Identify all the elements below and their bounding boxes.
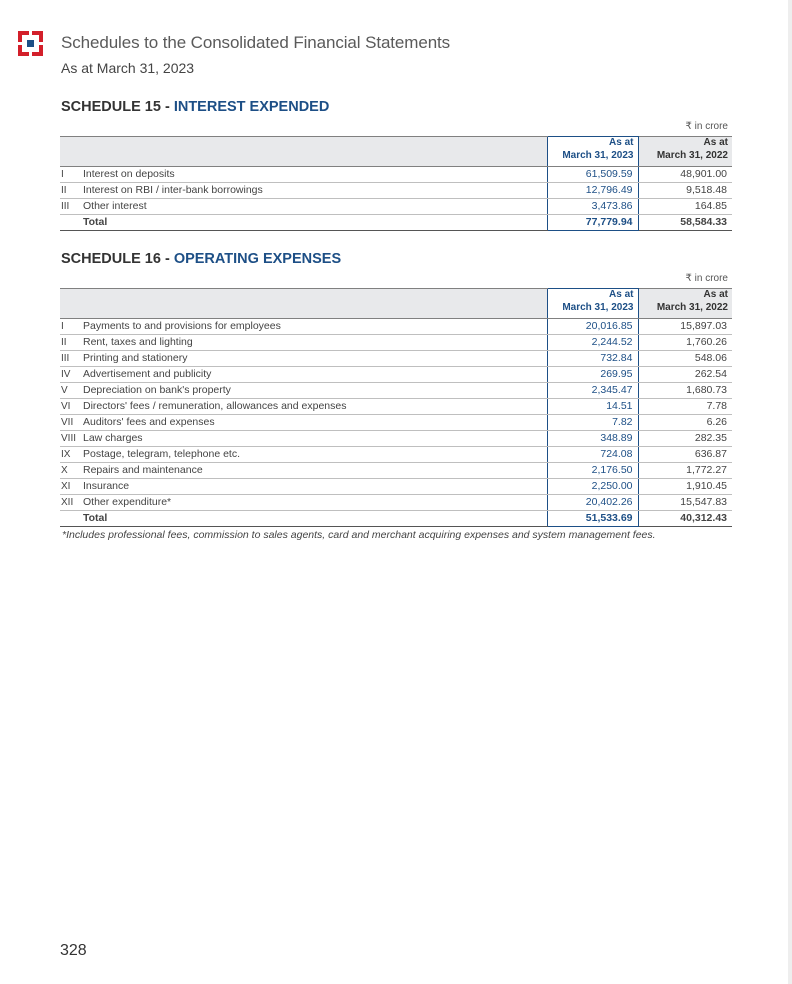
value-current-year: 732.84 — [547, 351, 638, 367]
schedule-16-title-accent: OPERATING EXPENSES — [173, 251, 342, 267]
table-row — [60, 335, 732, 351]
total-current-year: 51,533.69 — [547, 511, 638, 527]
row-label: Interest on RBI / inter-bank borrowings — [83, 183, 547, 199]
header-current-year — [547, 137, 638, 167]
header-current-l1: As at — [609, 137, 634, 148]
row-number: II — [60, 335, 83, 351]
schedule-15-title-accent: INTEREST EXPENDED — [173, 99, 330, 115]
table-row — [60, 415, 732, 431]
schedule-16-title-prefix: SCHEDULE 16 - — [61, 251, 174, 267]
table-header — [60, 137, 732, 167]
row-label: Payments to and provisions for employees — [83, 319, 547, 335]
value-current-year: 61,509.59 — [547, 167, 638, 183]
header-blank-num — [60, 289, 83, 319]
row-label: Law charges — [83, 431, 547, 447]
value-previous-year: 1,910.45 — [638, 479, 732, 495]
table-row — [60, 383, 732, 399]
value-current-year: 7.82 — [547, 415, 638, 431]
value-previous-year: 1,680.73 — [638, 383, 732, 399]
total-label: Total — [83, 215, 547, 231]
total-num-blank — [60, 215, 83, 231]
total-row — [60, 215, 732, 231]
value-previous-year: 636.87 — [638, 447, 732, 463]
row-number: IX — [60, 447, 83, 463]
value-previous-year: 1,772.27 — [638, 463, 732, 479]
table-row — [60, 199, 732, 215]
table-row — [60, 319, 732, 335]
table-row — [60, 351, 732, 367]
value-previous-year: 15,547.83 — [638, 495, 732, 511]
header-previous-l1: As at — [703, 137, 728, 148]
schedule-16-title — [61, 251, 341, 267]
header-previous-l1: As at — [703, 289, 728, 300]
value-current-year: 3,473.86 — [547, 199, 638, 215]
row-number: X — [60, 463, 83, 479]
row-number: IV — [60, 367, 83, 383]
value-current-year: 2,176.50 — [547, 463, 638, 479]
bank-logo — [18, 31, 43, 56]
row-number: II — [60, 183, 83, 199]
table-row — [60, 431, 732, 447]
schedule-16-table — [60, 288, 732, 527]
value-previous-year: 164.85 — [638, 199, 732, 215]
row-label: Printing and stationery — [83, 351, 547, 367]
value-previous-year: 282.35 — [638, 431, 732, 447]
header-previous-l2: March 31, 2022 — [656, 149, 728, 161]
row-label: Interest on deposits — [83, 167, 547, 183]
row-number: VI — [60, 399, 83, 415]
row-number: VII — [60, 415, 83, 431]
value-previous-year: 548.06 — [638, 351, 732, 367]
value-current-year: 269.95 — [547, 367, 638, 383]
page-edge — [788, 0, 792, 984]
table-row — [60, 463, 732, 479]
header-blank-label — [83, 289, 547, 319]
header-current-l2: March 31, 2023 — [562, 149, 634, 161]
table-row — [60, 447, 732, 463]
row-number: V — [60, 383, 83, 399]
header-previous-l2: March 31, 2022 — [656, 301, 728, 313]
header-current-l1: As at — [609, 289, 634, 300]
page-number: 328 — [60, 942, 87, 959]
row-label: Depreciation on bank's property — [83, 383, 547, 399]
value-previous-year: 262.54 — [638, 367, 732, 383]
value-previous-year: 1,760.26 — [638, 335, 732, 351]
header-blank-label — [83, 137, 547, 167]
value-current-year: 2,345.47 — [547, 383, 638, 399]
table-row — [60, 495, 732, 511]
table-row — [60, 479, 732, 495]
page-title: Schedules to the Consolidated Financial Statements — [61, 33, 451, 52]
header-previous-year — [638, 289, 732, 319]
value-current-year: 2,250.00 — [547, 479, 638, 495]
row-number: I — [60, 167, 83, 183]
footnote: *Includes professional fees, commission to sales agents, card and merchant acquiring expenses and system management fees. — [62, 529, 656, 541]
row-label: Advertisement and publicity — [83, 367, 547, 383]
table-header — [60, 289, 732, 319]
row-number: XI — [60, 479, 83, 495]
schedule-15-unit: ₹ in crore — [685, 121, 728, 132]
schedule-15-title — [61, 99, 329, 115]
row-label: Directors' fees / remuneration, allowances and expenses — [83, 399, 547, 415]
row-label: Other interest — [83, 199, 547, 215]
row-label: Other expenditure* — [83, 495, 547, 511]
schedule-16-unit: ₹ in crore — [685, 273, 728, 284]
total-previous-year: 58,584.33 — [638, 215, 732, 231]
value-previous-year: 48,901.00 — [638, 167, 732, 183]
table-row — [60, 183, 732, 199]
row-number: VIII — [60, 431, 83, 447]
value-previous-year: 7.78 — [638, 399, 732, 415]
value-current-year: 12,796.49 — [547, 183, 638, 199]
total-row — [60, 511, 732, 527]
table-row — [60, 399, 732, 415]
value-current-year: 2,244.52 — [547, 335, 638, 351]
header-previous-year — [638, 137, 732, 167]
table-row — [60, 367, 732, 383]
total-label: Total — [83, 511, 547, 527]
value-previous-year: 9,518.48 — [638, 183, 732, 199]
total-current-year: 77,779.94 — [547, 215, 638, 231]
value-current-year: 20,402.26 — [547, 495, 638, 511]
row-label: Repairs and maintenance — [83, 463, 547, 479]
page-subtitle: As at March 31, 2023 — [61, 60, 195, 76]
value-previous-year: 6.26 — [638, 415, 732, 431]
row-label: Rent, taxes and lighting — [83, 335, 547, 351]
value-current-year: 348.89 — [547, 431, 638, 447]
row-number: III — [60, 199, 83, 215]
header-blank-num — [60, 137, 83, 167]
row-number: I — [60, 319, 83, 335]
header-current-l2: March 31, 2023 — [562, 301, 634, 313]
table-row — [60, 167, 732, 183]
total-num-blank — [60, 511, 83, 527]
value-current-year: 20,016.85 — [547, 319, 638, 335]
row-label: Auditors' fees and expenses — [83, 415, 547, 431]
row-number: XII — [60, 495, 83, 511]
value-previous-year: 15,897.03 — [638, 319, 732, 335]
value-current-year: 724.08 — [547, 447, 638, 463]
header-current-year — [547, 289, 638, 319]
total-previous-year: 40,312.43 — [638, 511, 732, 527]
row-label: Insurance — [83, 479, 547, 495]
row-number: III — [60, 351, 83, 367]
schedule-15-table — [60, 136, 732, 231]
schedule-15-title-prefix: SCHEDULE 15 - — [61, 99, 174, 115]
row-label: Postage, telegram, telephone etc. — [83, 447, 547, 463]
value-current-year: 14.51 — [547, 399, 638, 415]
